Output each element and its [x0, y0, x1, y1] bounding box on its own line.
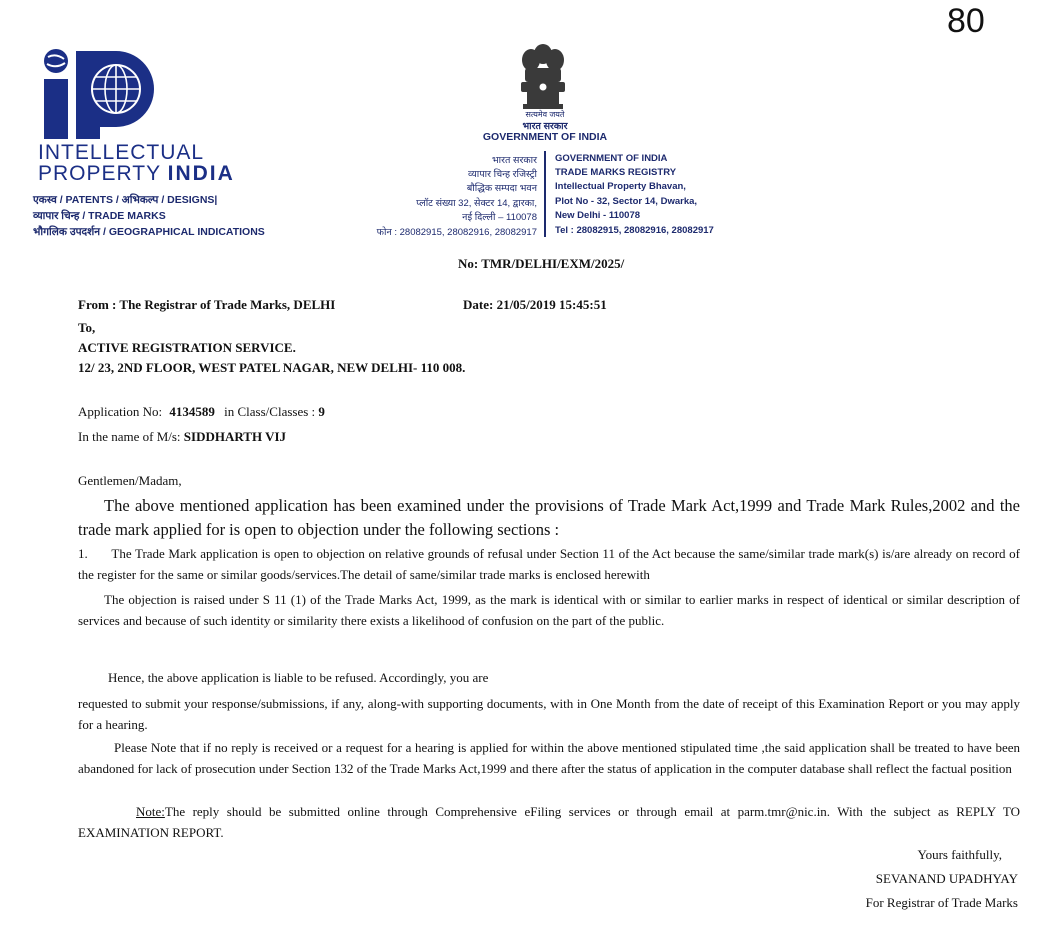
lead-paragraph: The above mentioned application has been examined under the provisions of Trade Mark Act,1999 and Trade Mark Rules,2002 and the trade mark applied for is open to objection under the following sections :	[78, 496, 1020, 539]
salutation: Gentlemen/Madam,	[78, 473, 182, 488]
emblem-hindi-title: भारत सरकार	[522, 121, 568, 132]
address-hindi-line: प्लॉट संख्या 32, सेक्टर 14, द्वारका,	[416, 198, 537, 209]
ip-india-title-line2	[38, 162, 235, 186]
date-line: Date: 21/05/2019 15:45:51	[463, 297, 607, 312]
objection-detail: The objection is raised under S 11 (1) of the Trade Marks Act, 1999, as the mark is identical with or similar to earlier marks in respect of identical or similar description of services and because of such identity or similarity there exists a likelihood of confusion on the part of the public.	[78, 592, 1020, 628]
address-english-line: New Delhi - 110078	[555, 210, 641, 221]
signatory-title: For Registrar of Trade Marks	[865, 895, 1018, 910]
address-english-line: Plot No - 32, Sector 14, Dwarka,	[555, 196, 698, 207]
ip-india-title-line1: INTELLECTUAL	[38, 141, 205, 164]
request-paragraph: requested to submit your response/submissions, if any, along-with supporting documents, with in One Month from the date of receipt of this Examination Report or you may apply for a hearing.	[78, 696, 1020, 732]
address-hindi-line: नई दिल्ली – 110078	[462, 212, 537, 223]
address-hindi-line: फोन : 28082915, 28082916, 28082917	[376, 227, 537, 238]
ip-india-logo	[38, 47, 158, 142]
class-value: 9	[318, 404, 325, 419]
signatory-name: SEVANAND UPADHYAY	[875, 871, 1018, 886]
note-text: The reply should be submitted online through Comprehensive eFiling services or through email at parm.tmr@nic.in. With the subject as REPLY TO EXAMINATION REPORT.	[78, 804, 1020, 840]
note-label: Note:	[136, 804, 165, 819]
objection-point-1	[78, 543, 1020, 585]
application-no-label: Application No:	[78, 404, 163, 419]
please-note-paragraph: Please Note that if no reply is received or a request for a hearing is applied for within the above mentioned stipulated time ,the said application shall be treated to have been abandoned for lack of prosecution under Section 132 of the Trade Marks Act,1999 and there after the status of application in the computer database shall reflect the factual position	[78, 740, 1020, 776]
from-line: From : The Registrar of Trade Marks, DELHI	[78, 297, 336, 312]
ip-subtitle-gi: भौगलिक उपदर्शन / GEOGRAPHICAL INDICATIONS	[33, 226, 265, 238]
applicant-line	[78, 429, 286, 445]
ip-subtitle-trademarks: व्यापार चिन्ह / TRADE MARKS	[33, 210, 166, 222]
addressee-name: ACTIVE REGISTRATION SERVICE.	[78, 340, 296, 355]
to-label: To,	[78, 320, 96, 335]
address-english-line: Intellectual Property Bhavan,	[555, 181, 686, 192]
application-line	[78, 404, 325, 420]
addressee-address: 12/ 23, 2ND FLOOR, WEST PATEL NAGAR, NEW DELHI- 110 008.	[78, 360, 466, 375]
point-1-text: The Trade Mark application is open to objection on relative grounds of refusal under Section 11 of the Act because the same/similar trade mark(s) is/are already on record of the register for the same or similar goods/services.The detail of same/similar trade marks is enclosed herewith	[78, 546, 1020, 582]
emblem-government-title: GOVERNMENT OF INDIA	[482, 131, 608, 143]
address-english-line: Tel : 28082915, 28082916, 28082917	[555, 225, 714, 236]
point-1-number: 1.	[78, 546, 88, 561]
emblem-motto: सत्यमेव जयते	[525, 110, 565, 119]
address-hindi-line: बौद्धिक सम्पदा भवन	[466, 183, 537, 194]
ip-india-title-india: INDIA	[167, 162, 235, 185]
address-english-line: GOVERNMENT OF INDIA	[555, 153, 668, 164]
ip-india-title-property: PROPERTY	[38, 162, 161, 185]
closing: Yours faithfully,	[917, 847, 1002, 862]
class-label: in Class/Classes :	[224, 404, 316, 419]
page-number: 80	[947, 2, 985, 40]
address-divider	[544, 151, 546, 237]
address-hindi-line: भारत सरकार	[491, 155, 537, 166]
note-paragraph	[78, 801, 1020, 843]
hence-line: Hence, the above application is liable to be refused. Accordingly, you are	[108, 670, 489, 685]
applicant-name: SIDDHARTH VIJ	[183, 429, 287, 444]
address-english-line: TRADE MARKS REGISTRY	[555, 167, 677, 178]
applicant-label: In the name of M/s:	[78, 429, 181, 444]
national-emblem-icon	[517, 40, 569, 112]
reference-number: No: TMR/DELHI/EXM/2025/	[458, 256, 625, 271]
ip-subtitle-patents: एकस्व / PATENTS / अभिकल्प / DESIGNS|	[33, 194, 218, 206]
address-hindi-line: व्यापार चिन्ह रजिस्ट्री	[468, 169, 537, 180]
application-no-value: 4134589	[169, 404, 215, 419]
